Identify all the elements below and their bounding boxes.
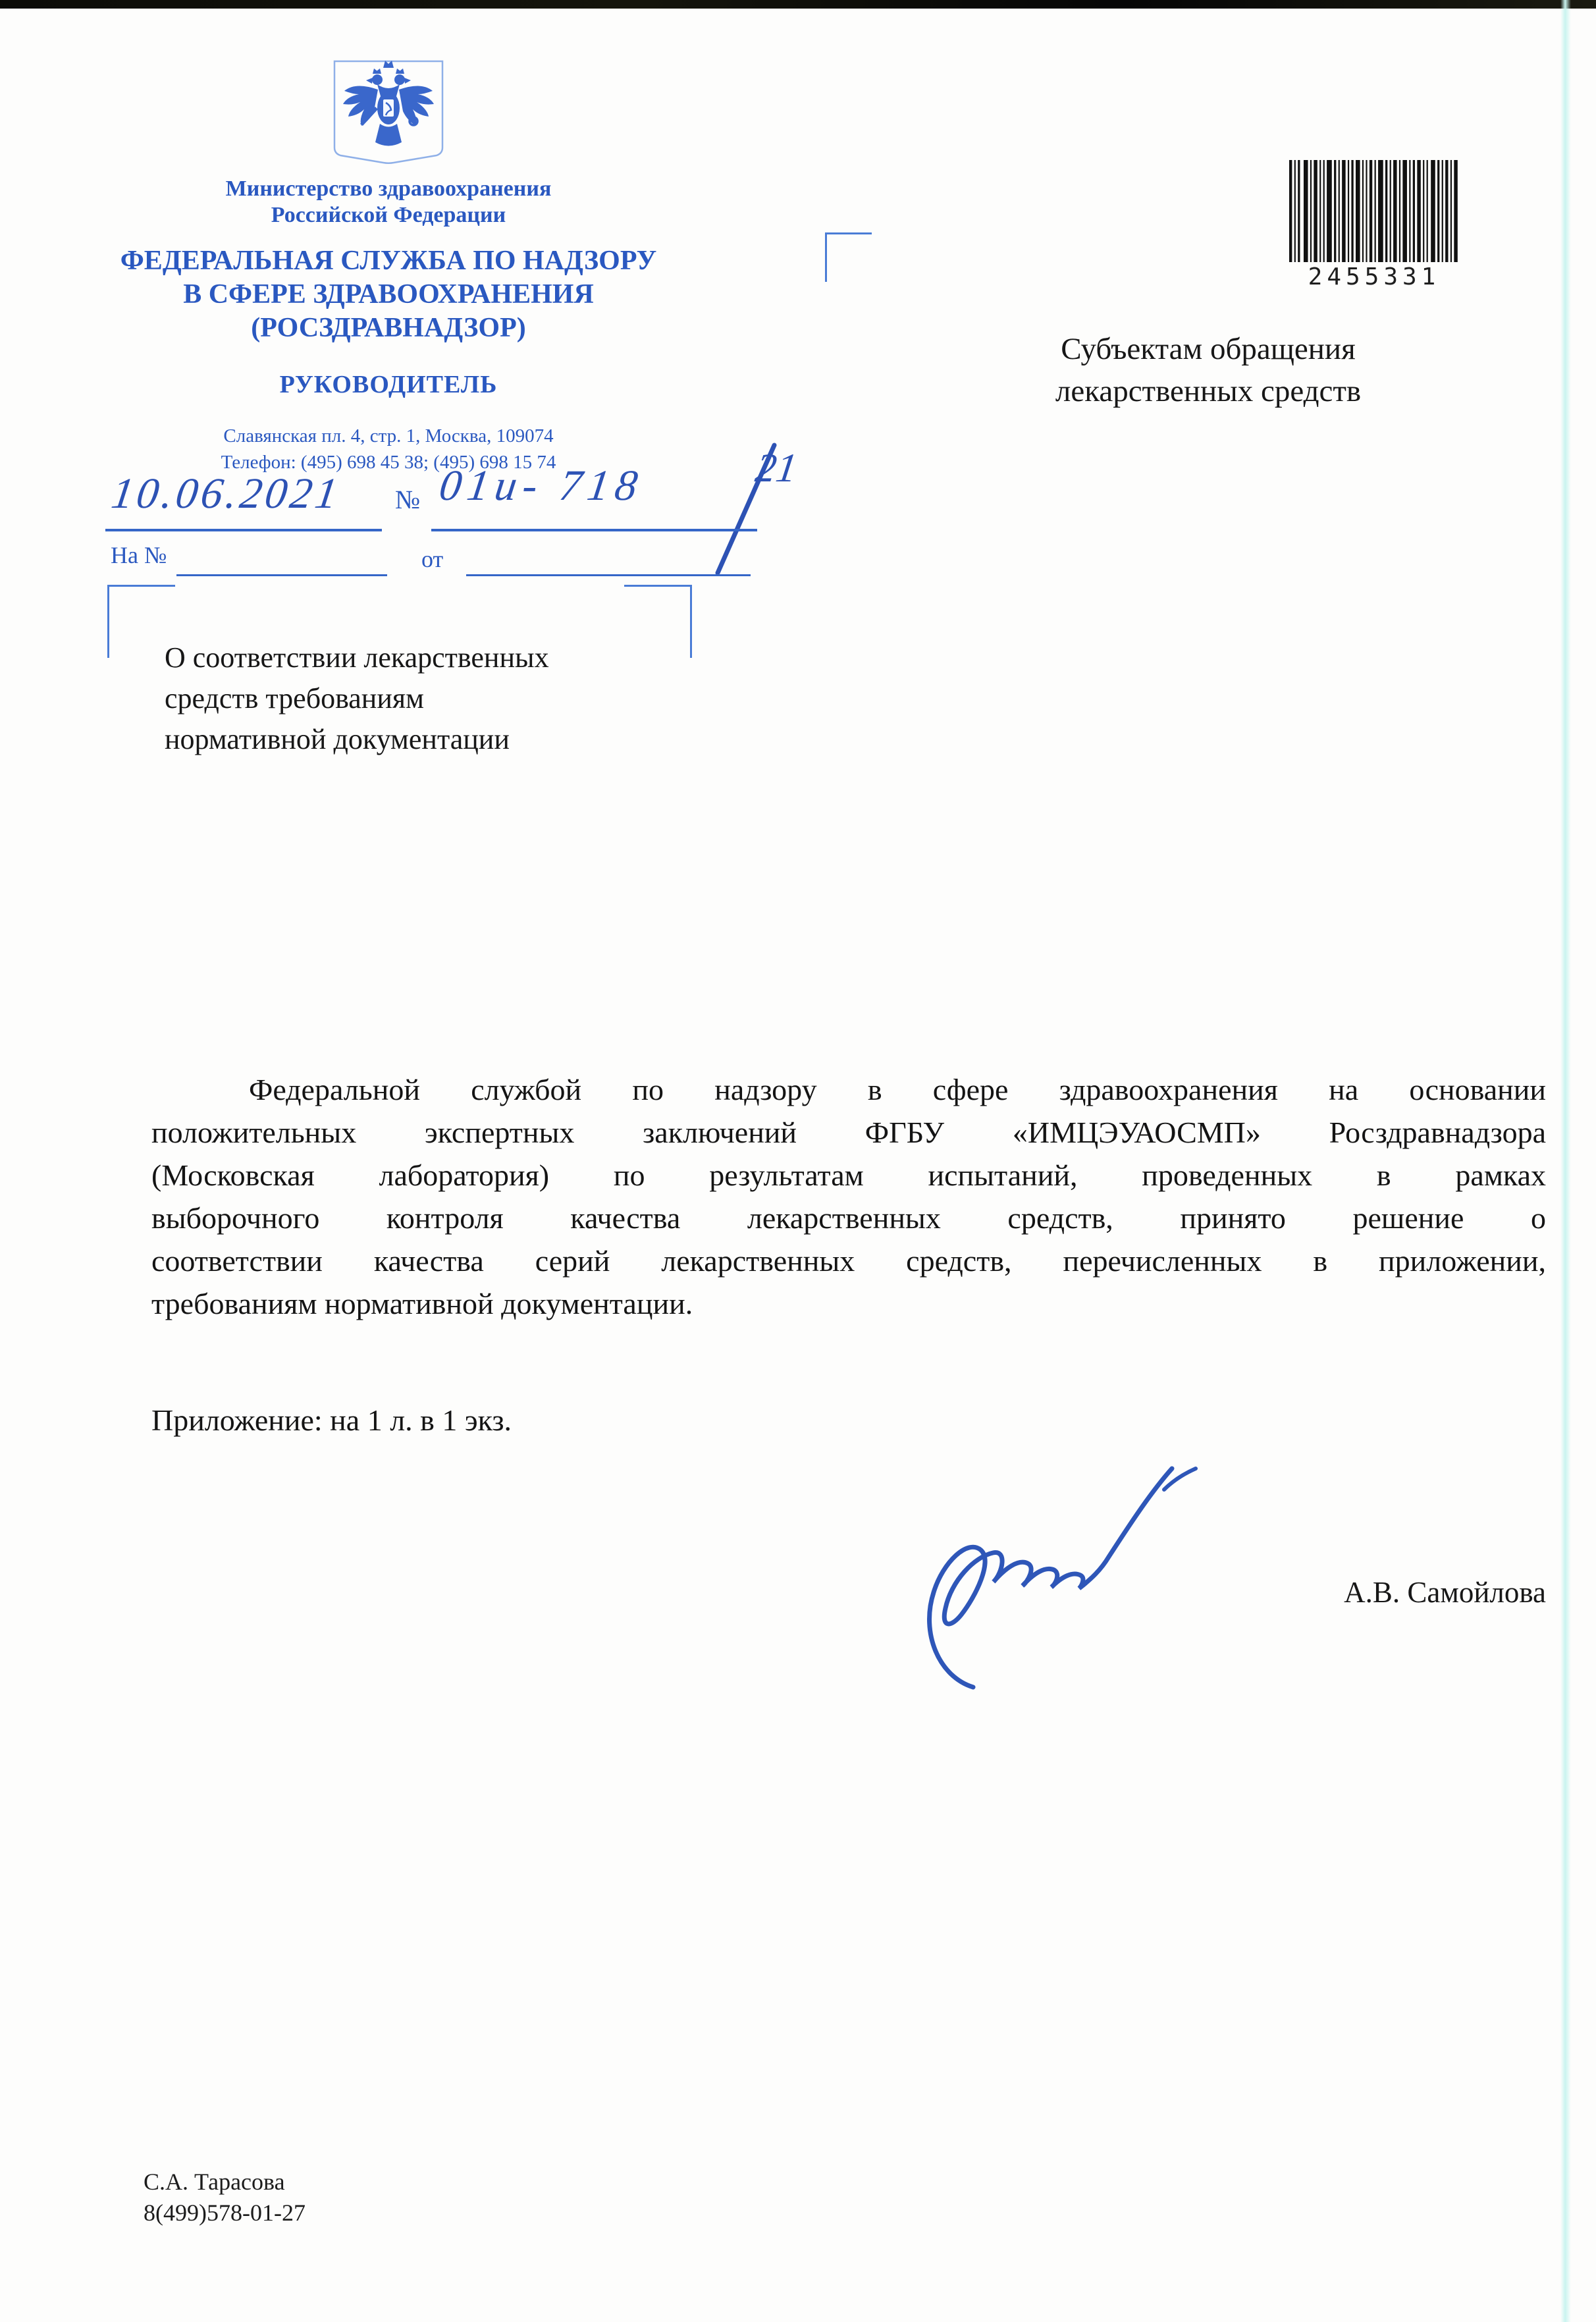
registration-barcode (1289, 160, 1459, 265)
on-number-underline (176, 574, 387, 576)
outgoing-number-handwritten: 01и- 718 (436, 462, 647, 510)
recipient-line-2: лекарственных средств (1055, 374, 1362, 408)
body-line: (Московская лаборатория) по результатам испытаний, проведенных в рамках (151, 1158, 1546, 1192)
recipient-block (955, 328, 1462, 412)
coat-of-arms-icon (40, 59, 737, 169)
service-name-line-3: (РОСЗДРАВНАДЗОР) (251, 313, 526, 343)
number-sign: № (395, 485, 421, 514)
recipient-line-1: Субъектам обращения (1061, 332, 1356, 366)
executor-block (144, 2167, 306, 2228)
subject-line-3: нормативной документации (165, 723, 510, 755)
executor-name: С.А. Тарасова (144, 2169, 285, 2195)
attachment-note: Приложение: на 1 л. в 1 экз. (151, 1403, 512, 1437)
body-line: Федеральной службой по надзору в сфере здравоохранения на основании (249, 1073, 1546, 1106)
outgoing-date-handwritten: 10.06.2021 (108, 470, 344, 518)
letterhead-phone: Телефон: (495) 698 45 38; (495) 698 15 74 (221, 452, 556, 473)
outgoing-number-suffix-handwritten: 21 (753, 446, 800, 491)
on-number-label: На № (111, 542, 167, 568)
signatory-name: А.В. Самойлова (1344, 1576, 1546, 1609)
body-line: положительных экспертных заключений ФГБУ «ИМЦЭУАОСМП» Росздравнадзора (151, 1116, 1546, 1149)
body-line: выборочного контроля качества лекарственных средств, принято решение о (151, 1201, 1546, 1235)
recipient-zone-corner-right (624, 585, 692, 658)
from-label: от (421, 546, 444, 572)
service-name-line-2: В СФЕРЕ ЗДРАВООХРАНЕНИЯ (183, 279, 594, 310)
letterhead-address: Славянская пл. 4, стр. 1, Москва, 109074 (223, 425, 554, 446)
subject-line-1: О соответствии лекарственных (165, 641, 549, 674)
scan-artifact-right-stripe (1560, 0, 1571, 2322)
body-line: соответствии качества серий лекарственных средств, перечисленных в приложении, (151, 1244, 1546, 1278)
date-underline (105, 529, 382, 531)
service-name-line-1: ФЕДЕРАЛЬНАЯ СЛУЖБА ПО НАДЗОРУ (120, 246, 657, 276)
body-paragraph (151, 1068, 1546, 1325)
subject-line-2: средств требованиям (165, 682, 424, 715)
ministry-line-1: Министерство здравоохранения (225, 176, 552, 201)
number-underline (431, 529, 757, 531)
ministry-line-2: Российской Федерации (271, 203, 506, 227)
address-zone-corner (825, 232, 872, 282)
barcode-number: 2455331 (1308, 263, 1441, 290)
body-line: требованиям нормативной документации. (151, 1287, 693, 1320)
letterhead (40, 0, 737, 475)
from-underline (466, 574, 751, 576)
executor-phone: 8(499)578-01-27 (144, 2200, 306, 2226)
signatory-role: РУКОВОДИТЕЛЬ (279, 371, 498, 398)
handwritten-signature (895, 1416, 1205, 1702)
subject-block (165, 637, 549, 760)
